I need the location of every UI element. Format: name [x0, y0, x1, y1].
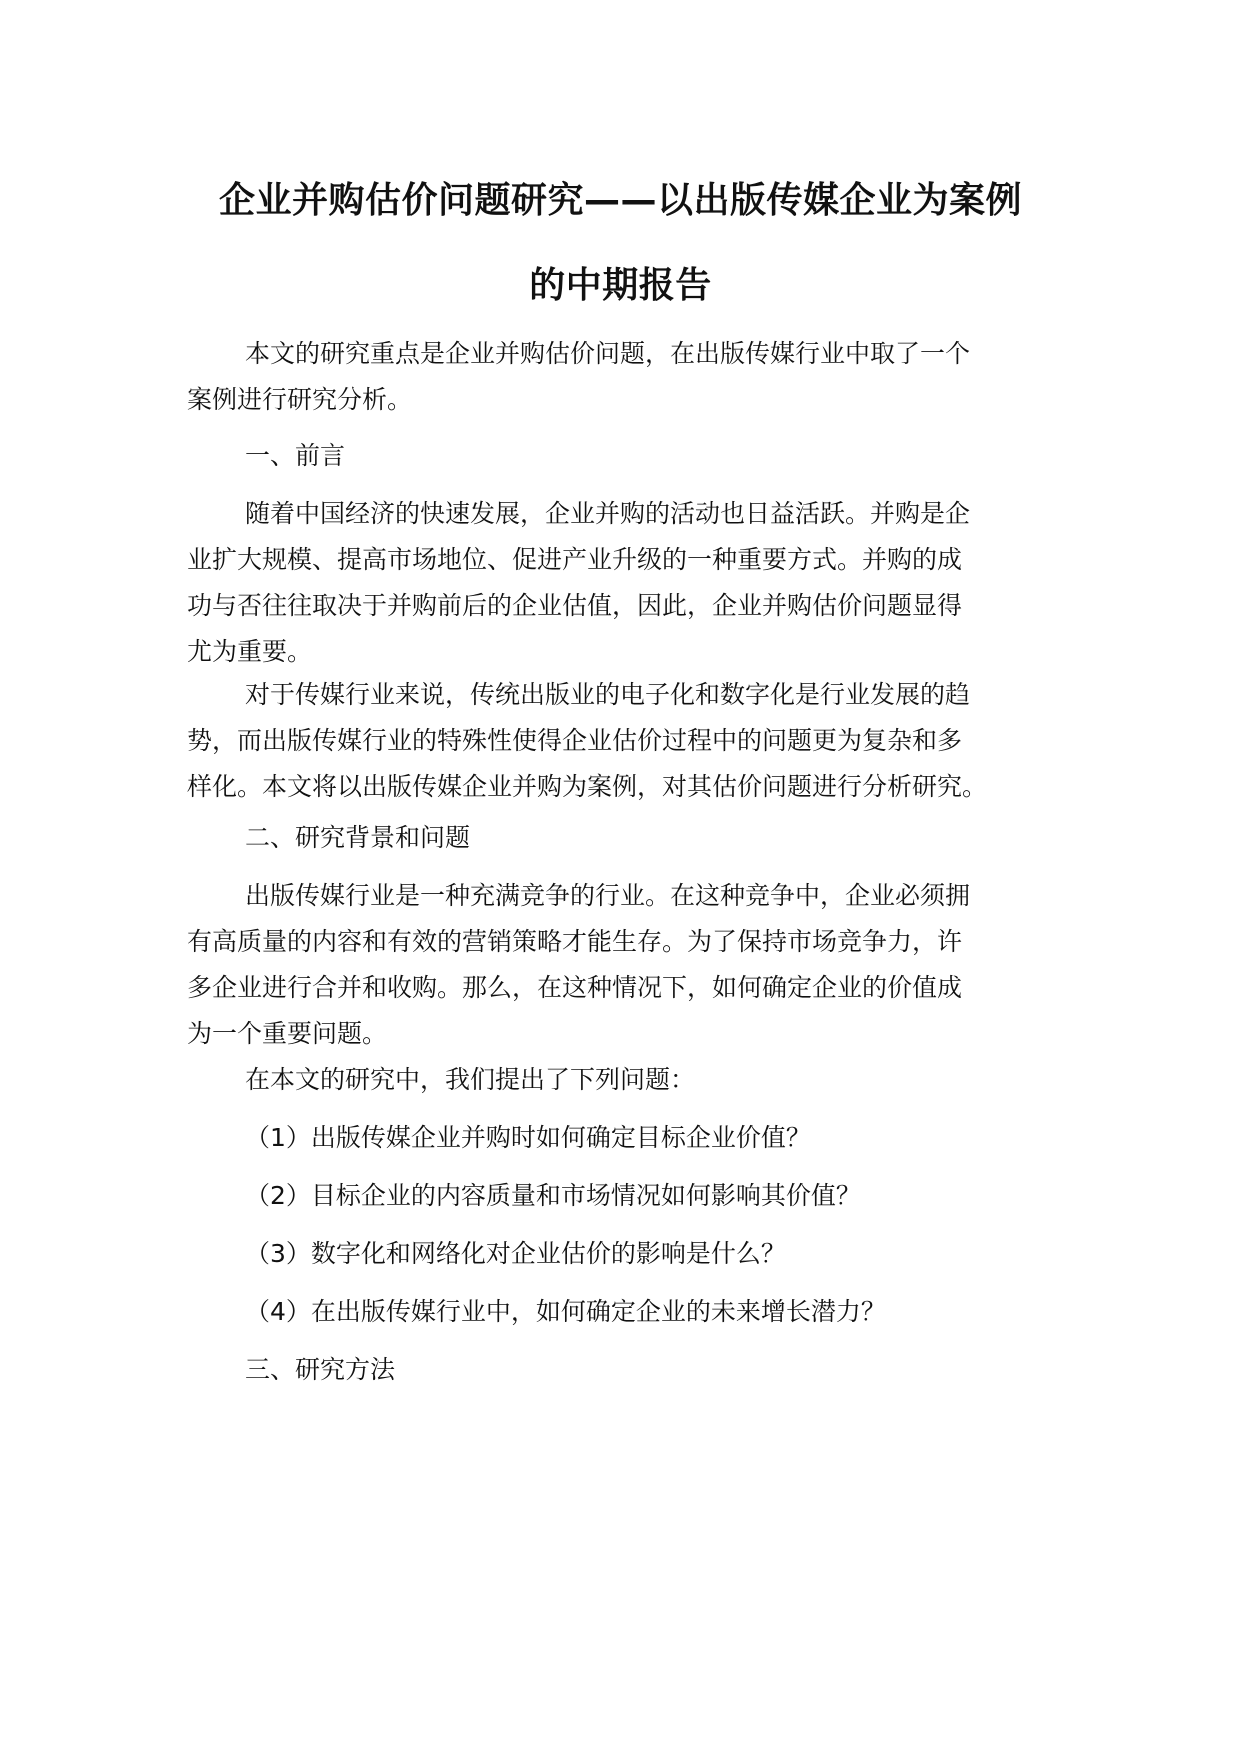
- paragraph-line: 随着中国经济的快速发展，企业并购的活动也日益活跃。并购是企: [245, 499, 971, 528]
- question-item-1: （1）出版传媒企业并购时如何确定目标企业价值？: [245, 1123, 811, 1152]
- section-heading-preface: 一、前言: [245, 441, 346, 470]
- questions-intro: 在本文的研究中，我们提出了下列问题：: [245, 1065, 696, 1094]
- paragraph-line: 为一个重要问题。: [187, 1019, 388, 1048]
- intro-paragraph: [187, 331, 1087, 423]
- section-heading-methods: 三、研究方法: [245, 1355, 396, 1384]
- question-item-3: （3）数字化和网络化对企业估价的影响是什么？: [245, 1239, 786, 1268]
- paragraph-line: 功与否往往取决于并购前后的企业估值，因此，企业并购估价问题显得: [187, 591, 963, 620]
- paragraph-line: 样化。本文将以出版传媒企业并购为案例，对其估价问题进行分析研究。: [187, 772, 988, 801]
- paragraph-line: 业扩大规模、提高市场地位、促进产业升级的一种重要方式。并购的成: [187, 545, 963, 574]
- paragraph-line: 势，而出版传媒行业的特殊性使得企业估价过程中的问题更为复杂和多: [187, 726, 963, 755]
- paragraph-line: 多企业进行合并和收购。那么，在这种情况下，如何确定企业的价值成: [187, 973, 963, 1002]
- question-item-2: （2）目标企业的内容质量和市场情况如何影响其价值？: [245, 1181, 861, 1210]
- paragraph-line: 有高质量的内容和有效的营销策略才能生存。为了保持市场竞争力，许: [187, 927, 963, 956]
- preface-paragraph-2: [187, 672, 1087, 810]
- document-title-line-2: 的中期报告: [529, 265, 712, 306]
- section-heading-background: 二、研究背景和问题: [245, 823, 471, 852]
- paragraph-line: 对于传媒行业来说，传统出版业的电子化和数字化是行业发展的趋: [245, 680, 971, 709]
- preface-paragraph-1: [187, 491, 1087, 675]
- intro-line: 本文的研究重点是企业并购估价问题，在出版传媒行业中取了一个: [245, 339, 971, 368]
- background-paragraph: [187, 873, 1087, 1057]
- paragraph-line: 尤为重要。: [187, 637, 313, 666]
- document-title-line-1: 企业并购估价问题研究——以出版传媒企业为案例: [218, 180, 1022, 221]
- intro-line: 案例进行研究分析。: [187, 385, 413, 414]
- paragraph-line: 出版传媒行业是一种充满竞争的行业。在这种竞争中，企业必须拥: [245, 881, 971, 910]
- question-item-4: （4）在出版传媒行业中，如何确定企业的未来增长潜力？: [245, 1297, 886, 1326]
